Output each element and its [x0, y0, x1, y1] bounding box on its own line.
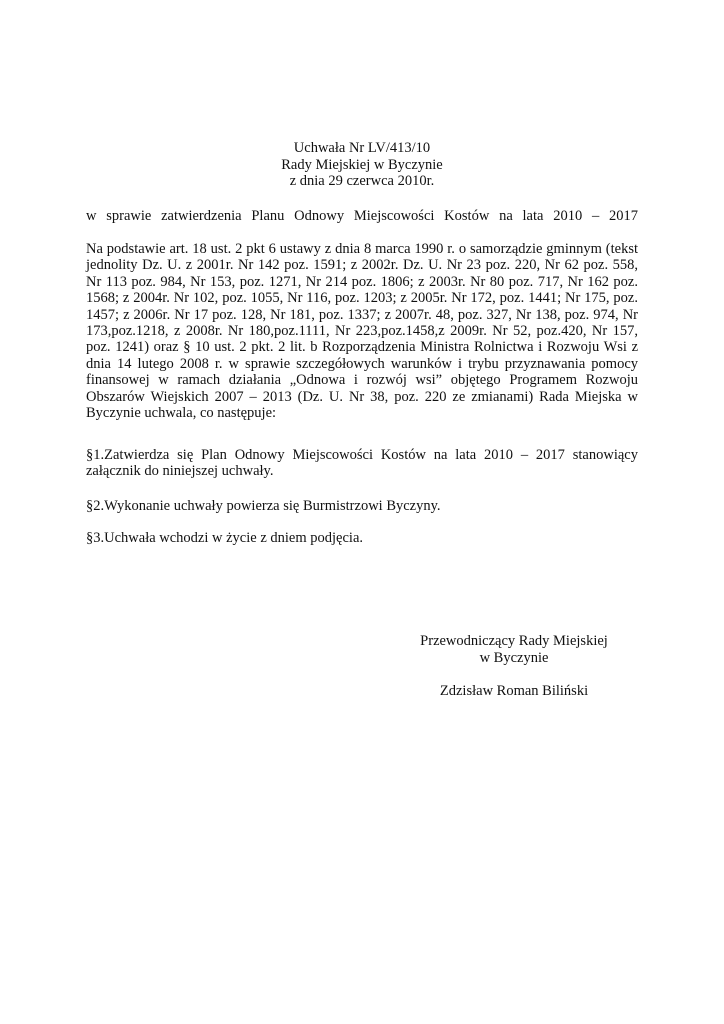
paragraph-2: §2.Wykonanie uchwały powierza się Burmistrzowi Byczyny.: [86, 498, 441, 514]
signature-title: [408, 633, 620, 667]
resolution-subject: w sprawie zatwierdzenia Planu Odnowy Miejscowości Kostów na lata 2010 – 2017: [86, 208, 638, 224]
resolution-header: [0, 140, 724, 190]
paragraph-3: §3.Uchwała wchodzi w życie z dniem podjęcia.: [86, 530, 364, 546]
paragraph-1: §1.Zatwierdza się Plan Odnowy Miejscowości Kostów na lata 2010 – 2017 stanowiący załącznik do niniejszej uchwały.: [86, 447, 638, 480]
issuing-council: Rady Miejskiej w Byczynie: [281, 156, 443, 173]
resolution-number: Uchwała Nr LV/413/10: [293, 140, 431, 156]
signatory-name: Zdzisław Roman Biliński: [439, 683, 589, 699]
legal-basis-paragraph: Na podstawie art. 18 ust. 2 pkt 6 ustawy z dnia 8 marca 1990 r. o samorządzie gminnym (tekst jednolity Dz. U. z 2001r. Nr 142 poz. 1591; z 2002r. Dz. U. Nr 23 poz. 220, Nr 62 poz. 558, Nr 113 poz. 984, Nr 153, poz. 1271, Nr 214 poz. 1806; z 2003r. Nr 80 poz. 717, Nr 162 poz. 1568; z 2004r. Nr 102, poz. 1055, Nr 116, poz. 1203; z 2005r. Nr 172, poz. 1441; Nr 175, poz. 1457; z 2006r. Nr 17 poz. 128, Nr 181, poz. 1337; z 2007r. 48, poz. 327, Nr 138, poz. 974, Nr 173,poz.1218, z 2008r. Nr 180,poz.1111, Nr 223,poz.1458,z 2009r. Nr 52, poz.420, Nr 157, poz. 1241) oraz § 10 ust. 2 pkt. 2 lit. b Rozporządzenia Ministra Rolnictwa i Rozwoju Wsi z dnia 14 lutego 2008 r. w sprawie szczegółowych warunków i trybu przyznawania pomocy finansowej w ramach działania „Odnowa i rozwój wsi” objętego Programem Rozwoju Obszarów Wiejskich 2007 – 2013 (Dz. U. Nr 38, poz. 220 ze zmianami) Rada Miejska w Byczynie uchwala, co następuje:: [86, 241, 638, 422]
resolution-date: z dnia 29 czerwca 2010r.: [289, 173, 435, 189]
signature-title-line-2: w Byczynie: [479, 650, 549, 666]
signature-title-line-1: Przewodniczący Rady Miejskiej: [420, 633, 608, 649]
